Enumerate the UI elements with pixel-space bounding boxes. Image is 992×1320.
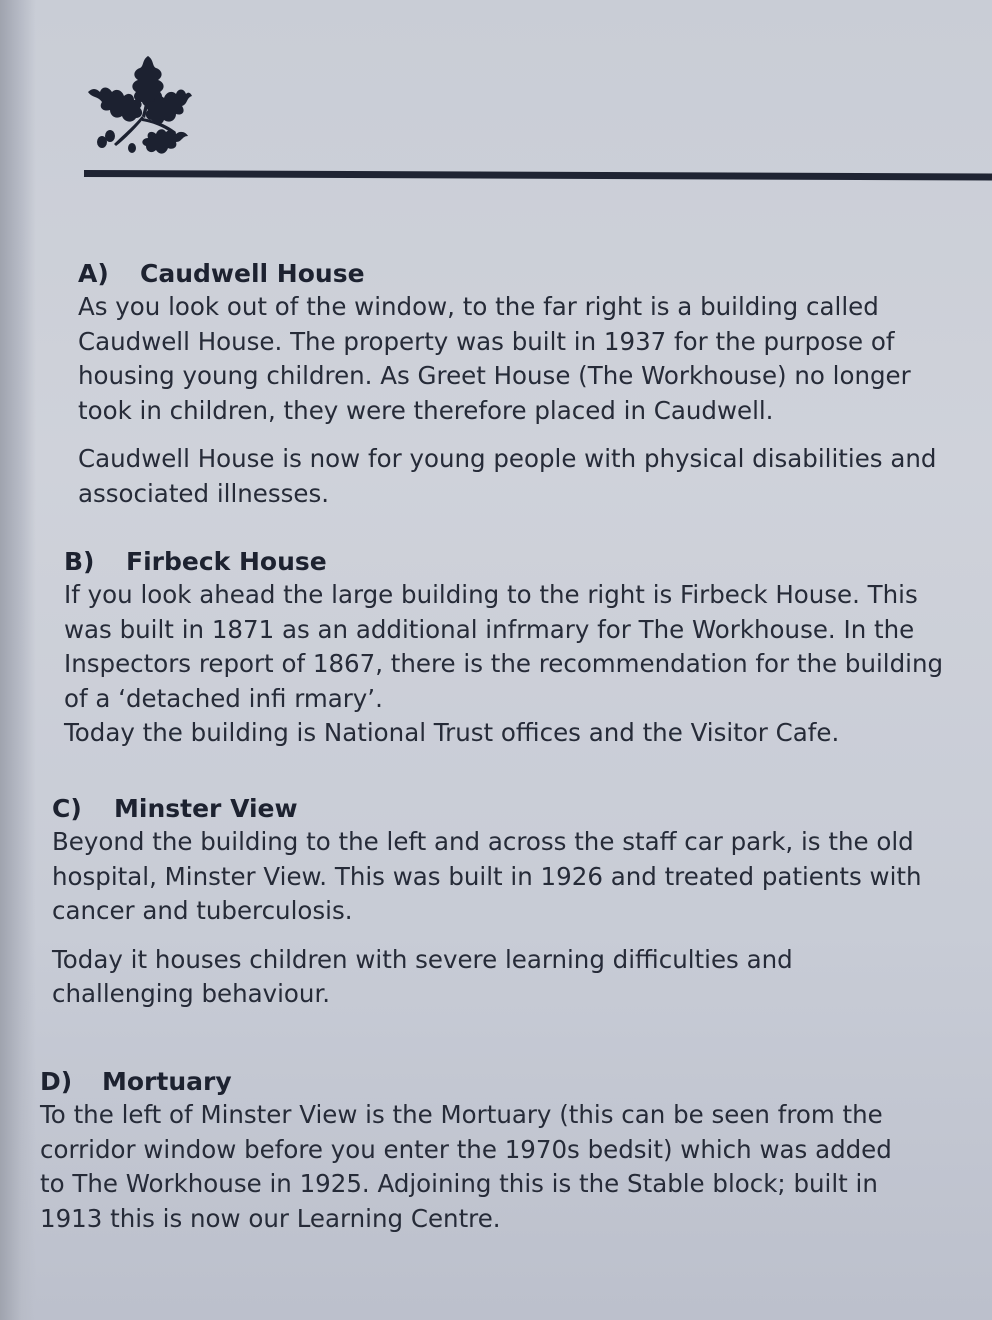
section-paragraph: Today the building is National Trust offices and the Visitor Cafe. xyxy=(64,718,840,747)
section-paragraph: Beyond the building to the left and across the staff car park, is the old hospital, Minster View. This was built in 1926 and treated patients with cancer and tuberculosis. xyxy=(52,827,922,925)
section-paragraph: As you look out of the window, to the far right is a building called Caudwell House. The property was built in 1937 for the purpose of housing young children. As Greet House (The Workhouse) no longer took in children, they were therefore placed in Caudwell. xyxy=(78,292,911,425)
section-heading xyxy=(64,546,944,578)
section-caudwell-house xyxy=(78,258,958,511)
header-divider xyxy=(84,170,992,180)
section-heading xyxy=(40,1066,920,1098)
section-letter: B) xyxy=(64,547,95,576)
section-mortuary xyxy=(40,1066,920,1236)
section-heading xyxy=(78,258,958,290)
section-title: Firbeck House xyxy=(126,547,327,576)
page-edge-shadow xyxy=(0,0,36,1320)
section-letter: A) xyxy=(78,259,109,288)
oak-leaf-icon xyxy=(84,52,196,162)
section-paragraph: Caudwell House is now for young people with physical disabilities and associated illnesses. xyxy=(78,444,937,508)
section-title: Mortuary xyxy=(102,1067,232,1096)
section-title: Minster View xyxy=(114,794,298,823)
section-letter: C) xyxy=(52,794,82,823)
section-letter: D) xyxy=(40,1067,73,1096)
section-paragraph: Today it houses children with severe learning difficulties and challenging behaviour. xyxy=(52,944,793,1008)
section-paragraph: If you look ahead the large building to the right is Firbeck House. This was built in 1871 as an additional infrmary for The Workhouse. In the Inspectors report of 1867, there is the recommendation for the building of a ‘detached infi rmary’. xyxy=(64,580,944,713)
section-paragraph: To the left of Minster View is the Mortuary (this can be seen from the corridor window before you enter the 1970s bedsit) which was added to The Workhouse in 1925. Adjoining this is the Stable block; built in 1913 this is now our Learning Centre. xyxy=(40,1100,892,1233)
section-firbeck-house xyxy=(64,546,944,751)
section-minster-view xyxy=(52,793,932,1012)
section-title: Caudwell House xyxy=(140,259,365,288)
section-heading xyxy=(52,793,932,825)
